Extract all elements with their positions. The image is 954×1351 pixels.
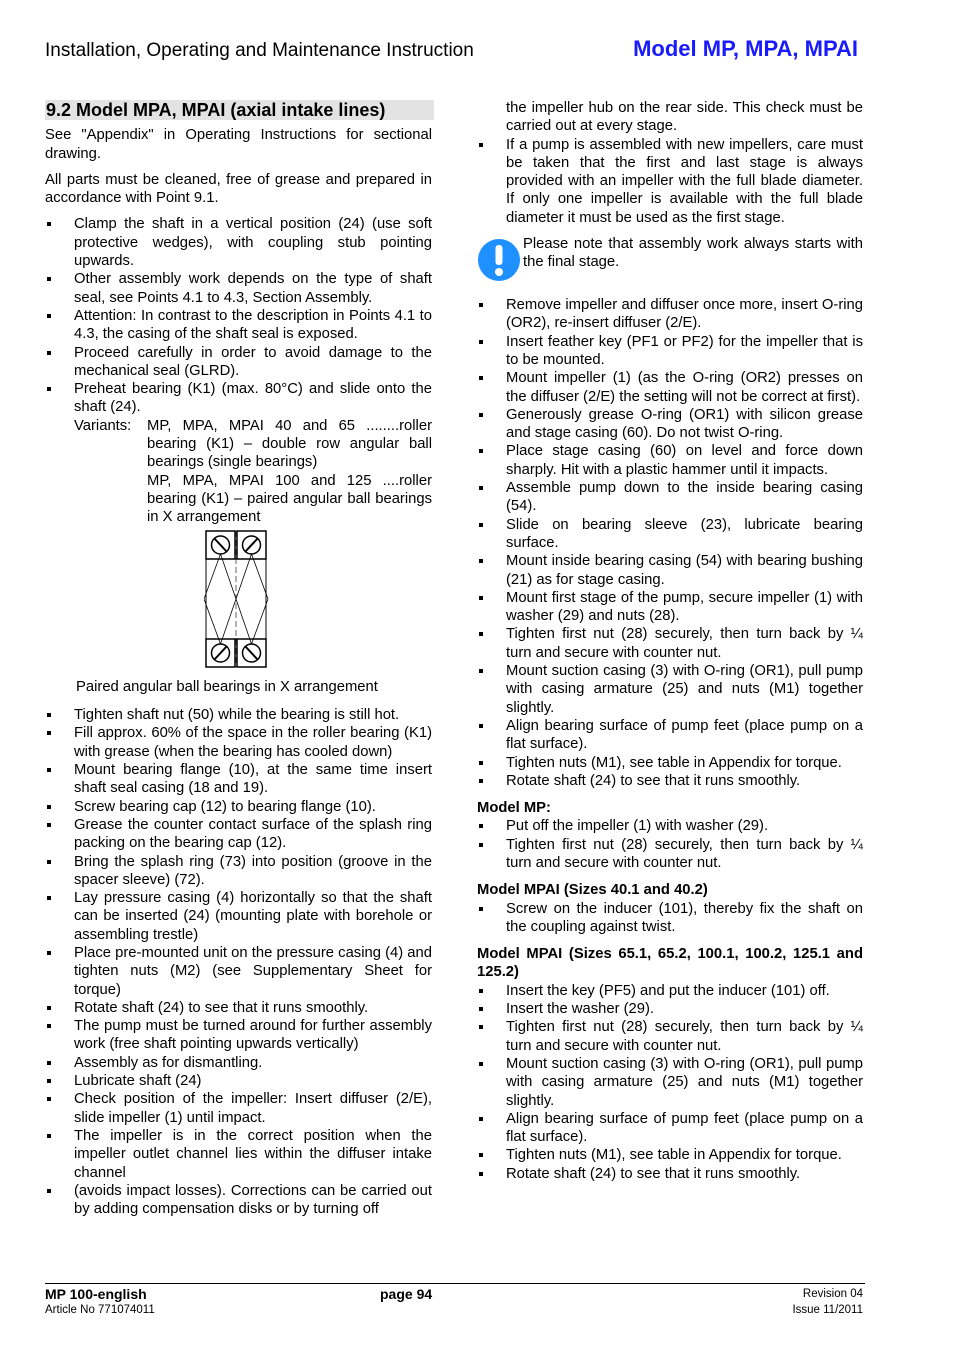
variant-item: MP, MPA, MPAI 40 and 65 ........roller bearing (K1) – double row angular ball bearings (single bearings) [147,417,432,471]
list-item: Generously grease O-ring (OR1) with silicon grease and stage casing (60). Do not twist O-ring. [477,406,863,443]
list-item: (avoids impact losses). Corrections can be carried out by adding compensation disks or by turning off [45,1182,432,1219]
bearing-figure [45,529,432,674]
list-item: Mount impeller (1) (as the O-ring (OR2) presses on the diffuser (2/E) the setting will not be correct at first). [477,369,863,406]
footer-divider [45,1283,865,1284]
list-item: Mount bearing flange (10), at the same time insert shaft seal casing (18 and 19). [45,761,432,798]
list-item: Mount first stage of the pump, secure impeller (1) with washer (29) and nuts (28). [477,589,863,626]
paragraph: See "Appendix" in Operating Instructions for sectional drawing. [45,127,432,162]
list-item: Clamp the shaft in a vertical position (24) (use soft protective wedges), with coupling stub pointing upwards. [45,215,432,270]
list-item: Insert the washer (29). [477,1000,863,1018]
list-item: Assembly as for dismantling. [45,1054,432,1072]
list-item: Assemble pump down to the inside bearing casing (54). [477,479,863,516]
instruction-list [477,900,863,937]
list-item: Other assembly work depends on the type of shaft seal, see Points 4.1 to 4.3, Section Assembly. [45,270,432,307]
list-item: Mount inside bearing casing (54) with bearing bushing (21) as for stage casing. [477,552,863,589]
list-item: Insert the key (PF5) and put the inducer (101) off. [477,982,863,1000]
list-item: Slide on bearing sleeve (23), lubricate bearing surface. [477,516,863,553]
list-item: Align bearing surface of pump feet (place pump on a flat surface). [477,717,863,754]
list-item: Mount suction casing (3) with O-ring (OR1), pull pump with casing armature (25) and nuts (M1) together slightly. [477,1055,863,1110]
variants-label: Variants: [74,417,132,434]
list-item: Bring the splash ring (73) into position (groove in the spacer sleeve) (72). [45,853,432,890]
notice-box [477,235,863,282]
left-column [45,100,432,1218]
section-title: 9.2 Model MPA, MPAI (axial intake lines) [45,100,434,120]
footer-page-number: page 94 [380,1286,433,1302]
list-item: The impeller is in the correct position when the impeller outlet channel lies within the diffuser intake channel [45,1127,432,1182]
instruction-list [477,136,863,227]
exclamation-icon [477,238,521,282]
list-item: Attention: In contrast to the description in Points 4.1 to 4.3, the casing of the shaft seal is exposed. [45,307,432,344]
list-item: Proceed carefully in order to avoid damage to the mechanical seal (GLRD). [45,344,432,381]
list-item: Grease the counter contact surface of the splash ring packing on the bearing cap (12). [45,816,432,853]
list-item: If a pump is assembled with new impellers, care must be taken that the first and last stage is always provided with an impeller with the full blade diameter. If only one impeller is available with the full blade diameter it must be used as the first stage. [477,136,863,227]
bearing-diagram-image [204,529,274,669]
instruction-list [45,706,432,1218]
list-item: Lubricate shaft (24) [45,1072,432,1090]
footer-doc-name: MP 100-english [45,1286,147,1302]
list-item: Tighten first nut (28) securely, then turn back by ¼ turn and secure with counter nut. [477,1018,863,1055]
header-doc-title: Installation, Operating and Maintenance Instruction [45,40,474,61]
list-item: Screw on the inducer (101), thereby fix the shaft on the coupling against twist. [477,900,863,937]
footer-issue: Issue 11/2011 [792,1304,863,1316]
list-item: Tighten first nut (28) securely, then turn back by ¼ turn and secure with counter nut. [477,836,863,873]
model-mpai-65-125-heading: Model MPAI (Sizes 65.1, 65.2, 100.1, 100.2, 125.1 and 125.2) [477,946,863,981]
variants-text [147,417,432,527]
list-item: Lay pressure casing (4) horizontally so that the shaft can be inserted (24) (mounting plate with borehole or assembling trestle) [45,889,432,944]
paragraph: All parts must be cleaned, free of grease and prepared in accordance with Point 9.1. [45,171,432,207]
list-item: Rotate shaft (24) to see that it runs smoothly. [477,1165,863,1183]
list-item: Tighten nuts (M1), see table in Appendix for torque. [477,754,863,772]
right-column [477,99,863,1183]
variant-item: MP, MPA, MPAI 100 and 125 ....roller bearing (K1) – paired angular ball bearings in X arrangement [147,472,432,526]
footer-article-number: Article No 771074011 [45,1304,155,1316]
instruction-list [477,296,863,790]
list-item: Preheat bearing (K1) (max. 80°C) and slide onto the shaft (24). [45,380,432,417]
list-item: Tighten shaft nut (50) while the bearing is still hot. [45,706,432,724]
instruction-list [45,215,432,416]
notice-text: Please note that assembly work always starts with the final stage. [523,236,863,271]
footer-revision: Revision 04 [802,1288,863,1300]
list-item: Place pre-mounted unit on the pressure casing (4) and tighten nuts (M2) (see Supplementary Sheet for torque) [45,944,432,999]
list-item: Place stage casing (60) on level and force down sharply. Hit with a plastic hammer until it impacts. [477,442,863,479]
instruction-list [477,817,863,872]
list-item: Align bearing surface of pump feet (place pump on a flat surface). [477,1110,863,1147]
list-item: Tighten first nut (28) securely, then turn back by ¼ turn and secure with counter nut. [477,625,863,662]
model-mp-heading: Model MP: [477,800,551,817]
list-item: Check position of the impeller: Insert diffuser (2/E), slide impeller (1) until impact. [45,1090,432,1127]
variants-block [45,417,432,527]
list-item: Tighten nuts (M1), see table in Appendix for torque. [477,1146,863,1164]
list-item: Mount suction casing (3) with O-ring (OR1), pull pump with casing armature (25) and nuts (M1) together slightly. [477,662,863,717]
header-model-title: Model MP, MPA, MPAI [633,36,858,61]
list-item: Rotate shaft (24) to see that it runs smoothly. [477,772,863,790]
continued-text: the impeller hub on the rear side. This check must be carried out at every stage. [506,100,863,135]
list-item: The pump must be turned around for further assembly work (free shaft pointing upwards vertically) [45,1017,432,1054]
model-mpai-40-heading: Model MPAI (Sizes 40.1 and 40.2) [477,882,708,899]
instruction-list [477,982,863,1183]
list-item: Remove impeller and diffuser once more, insert O-ring (OR2), re-insert diffuser (2/E). [477,296,863,333]
list-item: Screw bearing cap (12) to bearing flange (10). [45,798,432,816]
list-item: Insert feather key (PF1 or PF2) for the impeller that is to be mounted. [477,333,863,370]
list-item: Rotate shaft (24) to see that it runs smoothly. [45,999,432,1017]
list-item: Fill approx. 60% of the space in the roller bearing (K1) with grease (when the bearing has cooled down) [45,724,432,761]
list-item: Put off the impeller (1) with washer (29). [477,817,863,835]
figure-caption: Paired angular ball bearings in X arrangement [76,678,378,695]
